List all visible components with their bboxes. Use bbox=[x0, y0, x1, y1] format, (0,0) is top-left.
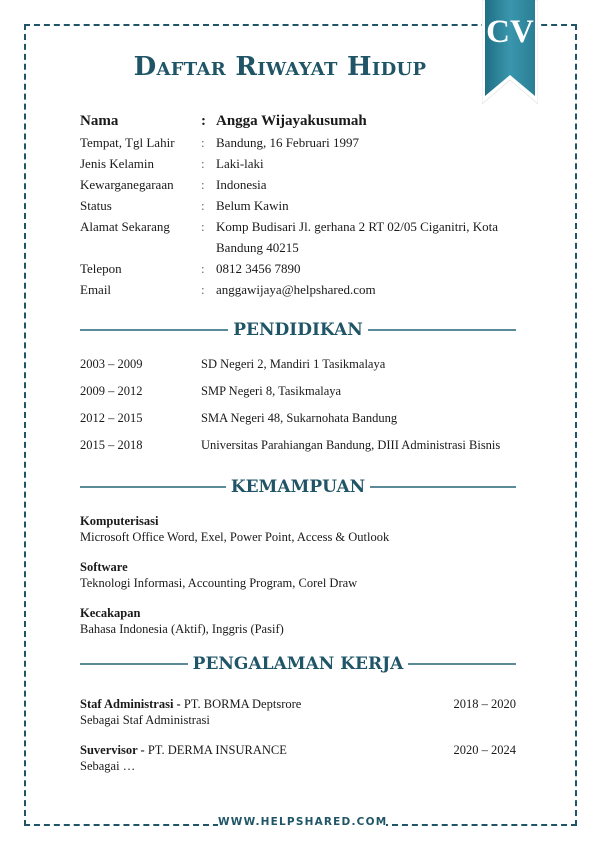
list-item bbox=[80, 432, 500, 459]
bio-value: Indonesia bbox=[216, 176, 267, 192]
bio-label: Kewarganegaraan bbox=[80, 176, 174, 192]
bio-label: Telepon bbox=[80, 260, 122, 276]
footer-website: WWW.HELPSHARED.COM bbox=[218, 816, 388, 828]
list-item: Suvervisor - PT. DERMA INSURANCE 2020 – 2024 Sebagai … bbox=[80, 743, 516, 773]
job-position: Staf Administrasi bbox=[80, 697, 174, 711]
bio-separator: : bbox=[201, 112, 206, 129]
bio-label: Jenis Kelamin bbox=[80, 155, 155, 171]
education-school: SMA Negeri 48, Sukarnohata Bandung bbox=[201, 411, 398, 425]
education-years: 2012 – 2015 bbox=[80, 411, 143, 425]
bio-value: Belum Kawin bbox=[216, 197, 289, 213]
bio-value: Komp Budisari Jl. gerhana 2 RT 02/05 Ciganitri, Kota bbox=[216, 218, 499, 234]
bio-separator: : bbox=[201, 260, 205, 276]
bio-row bbox=[80, 195, 520, 216]
section-heading-pengalaman bbox=[80, 654, 516, 674]
list-item bbox=[80, 559, 520, 591]
bio-separator: : bbox=[201, 176, 205, 192]
bio-row-continuation bbox=[80, 237, 520, 258]
section-title: PENDIDIKAN bbox=[233, 320, 363, 340]
bio-value: Bandung, 16 Februari 1997 bbox=[216, 134, 359, 150]
bio-value: Angga Wijayakusumah bbox=[216, 112, 367, 129]
bio-separator: : bbox=[201, 134, 205, 150]
bio-value: Bandung 40215 bbox=[216, 239, 299, 255]
job-years: 2020 – 2024 bbox=[453, 743, 516, 757]
bio-label: Email bbox=[80, 281, 112, 297]
bio-row bbox=[80, 132, 520, 153]
skill-title: Kecakapan bbox=[80, 606, 141, 620]
bio-row bbox=[80, 258, 520, 279]
skill-desc: Bahasa Indonesia (Aktif), Inggris (Pasif) bbox=[80, 622, 284, 636]
cv-ribbon-label: CV bbox=[486, 14, 534, 50]
section-title: PENGALAMAN KERJA bbox=[192, 654, 404, 674]
section-title: KEMAMPUAN bbox=[230, 477, 366, 497]
divider bbox=[80, 486, 226, 488]
list-item bbox=[80, 351, 500, 378]
bio-separator: : bbox=[201, 281, 205, 297]
skills-list bbox=[80, 513, 520, 651]
bio-label: Nama bbox=[80, 112, 119, 129]
job-desc: Sebagai Staf Administrasi bbox=[80, 713, 210, 727]
education-years: 2009 – 2012 bbox=[80, 384, 143, 398]
bio-separator: : bbox=[201, 155, 205, 171]
skill-desc: Teknologi Informasi, Accounting Program, Corel Draw bbox=[80, 576, 358, 590]
list-item bbox=[80, 605, 520, 637]
personal-info bbox=[80, 110, 520, 300]
page-title: Daftar Riwayat Hidup bbox=[133, 52, 427, 82]
education-school: SD Negeri 2, Mandiri 1 Tasikmalaya bbox=[201, 357, 386, 371]
job-company: PT. DERMA INSURANCE bbox=[147, 743, 287, 757]
bio-value: anggawijaya@helpshared.com bbox=[216, 281, 376, 297]
bio-row bbox=[80, 279, 520, 300]
section-heading-pendidikan bbox=[80, 320, 516, 340]
bio-separator: : bbox=[201, 218, 205, 234]
divider bbox=[368, 329, 516, 331]
education-years: 2015 – 2018 bbox=[80, 438, 143, 452]
list-item: Staf Administrasi - PT. BORMA Deptsrore 2018 – 2020 Sebagai Staf Administrasi bbox=[80, 697, 516, 727]
divider bbox=[370, 486, 516, 488]
skill-desc: Microsoft Office Word, Exel, Power Point, Access & Outlook bbox=[80, 530, 390, 544]
work-experience-list bbox=[80, 696, 516, 788]
skill-title: Software bbox=[80, 560, 128, 574]
bio-row bbox=[80, 153, 520, 174]
job-position: Suvervisor bbox=[80, 743, 138, 757]
bio-row bbox=[80, 174, 520, 195]
skill-title: Komputerisasi bbox=[80, 514, 159, 528]
education-school: Universitas Parahiangan Bandung, DIII Administrasi Bisnis bbox=[201, 438, 501, 452]
list-item bbox=[80, 513, 520, 545]
bio-separator: : bbox=[201, 197, 205, 213]
divider bbox=[80, 329, 228, 331]
list-item bbox=[80, 378, 500, 405]
bio-label: Alamat Sekarang bbox=[80, 218, 170, 234]
divider bbox=[80, 663, 188, 665]
bio-value: Laki-laki bbox=[216, 155, 264, 171]
section-heading-kemampuan bbox=[80, 477, 516, 497]
job-company: PT. BORMA Deptsrore bbox=[183, 697, 302, 711]
divider bbox=[408, 663, 516, 665]
education-list bbox=[80, 351, 500, 459]
bio-value: 0812 3456 7890 bbox=[216, 260, 301, 276]
list-item bbox=[80, 405, 500, 432]
education-school: SMP Negeri 8, Tasikmalaya bbox=[201, 384, 342, 398]
bio-label: Status bbox=[80, 197, 112, 213]
job-desc: Sebagai … bbox=[80, 759, 136, 773]
bio-row-name bbox=[80, 110, 520, 132]
job-years: 2018 – 2020 bbox=[453, 697, 516, 711]
bio-label: Tempat, Tgl Lahir bbox=[80, 134, 175, 150]
bio-row bbox=[80, 216, 520, 237]
education-years: 2003 – 2009 bbox=[80, 357, 143, 371]
